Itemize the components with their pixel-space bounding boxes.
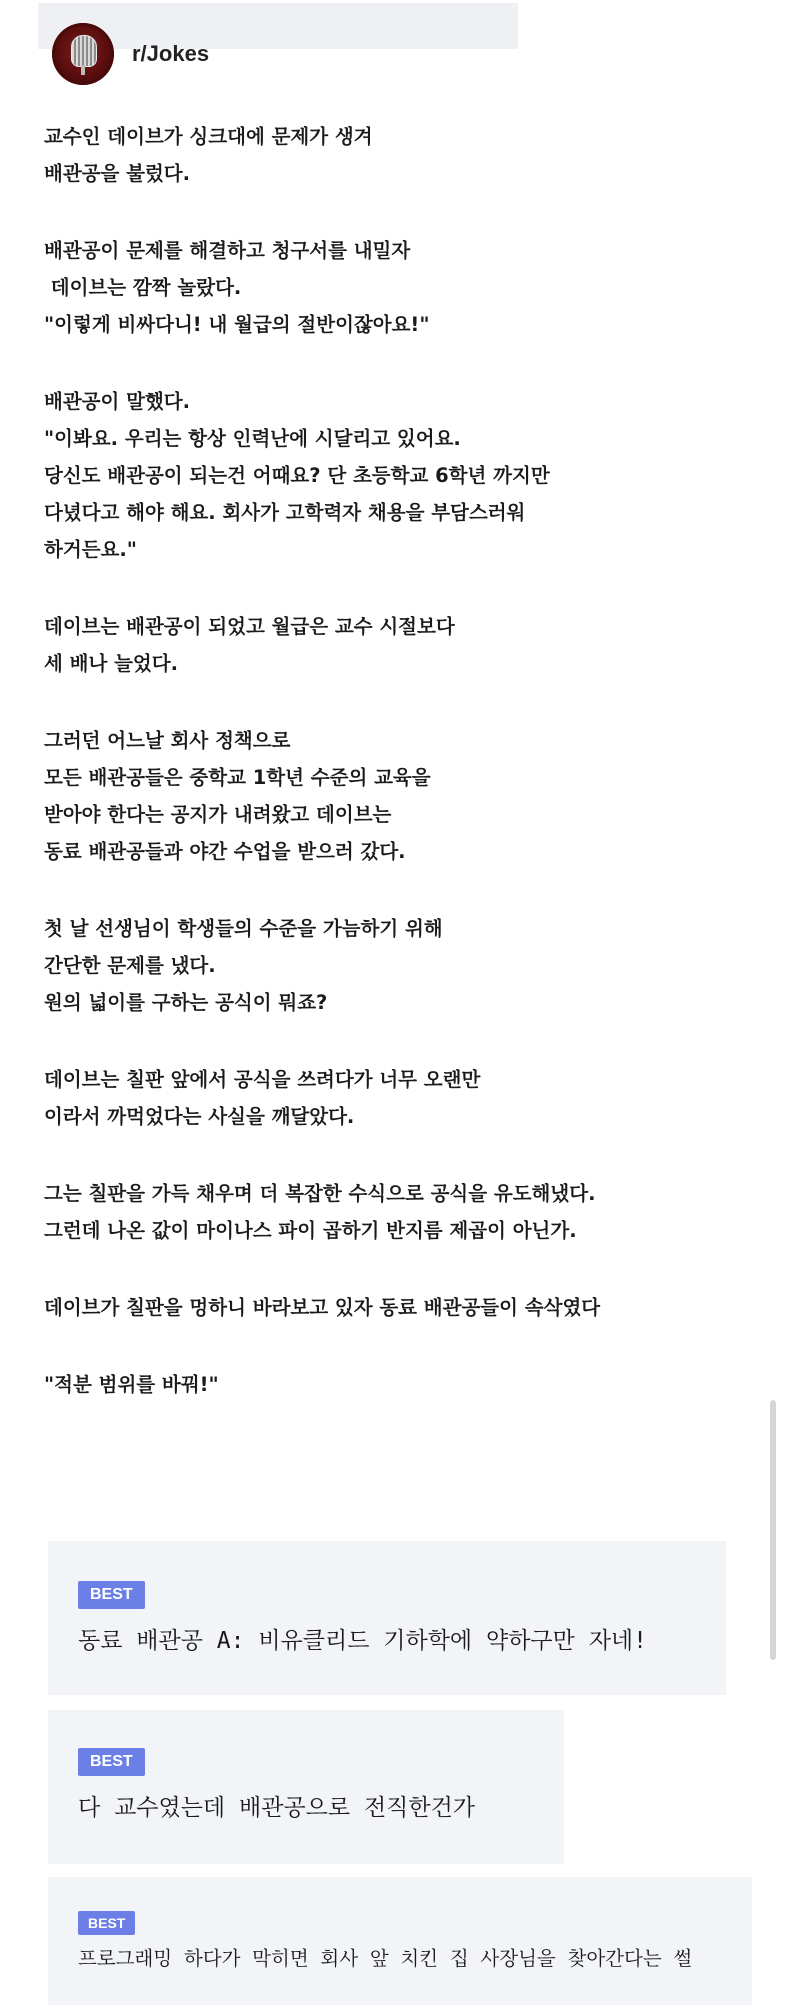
comment-text: 동료 배관공 A: 비유클리드 기하학에 약하구만 자네!	[78, 1628, 647, 1654]
post-line: 데이브는 칠판 앞에서 공식을 쓰려다가 너무 오랜만	[44, 1068, 481, 1091]
post-line: 데이브가 칠판을 멍하니 바라보고 있자 동료 배관공들이 속삭였다	[44, 1296, 601, 1319]
best-badge: BEST	[78, 1748, 145, 1776]
post-line: 배관공이 문제를 해결하고 청구서를 내밀자	[44, 239, 411, 262]
post-line: 배관공이 말했다.	[44, 390, 191, 413]
post-line: 첫 날 선생님이 학생들의 수준을 가늠하기 위해	[44, 917, 443, 940]
paragraph-gap	[44, 1326, 744, 1366]
best-badge: BEST	[78, 1581, 145, 1609]
comment-card	[48, 1710, 564, 1864]
microphone-avatar-icon[interactable]	[52, 23, 114, 85]
paragraph-gap	[44, 682, 744, 722]
post-line: 그런데 나온 값이 마이나스 파이 곱하기 반지름 제곱이 아닌가.	[44, 1219, 577, 1242]
microphone-head	[71, 35, 97, 67]
subreddit-header[interactable]	[52, 22, 209, 86]
post-line: 원의 넓이를 구하는 공식이 뭐죠?	[44, 991, 328, 1014]
post-body	[44, 118, 744, 1403]
paragraph-gap	[44, 1249, 744, 1289]
paragraph-gap	[44, 343, 744, 383]
post-line: 그는 칠판을 가득 채우며 더 복잡한 수식으로 공식을 유도해냈다.	[44, 1182, 596, 1205]
comment-card	[48, 1877, 752, 2005]
paragraph-gap	[44, 1021, 744, 1061]
post-line: 데이브는 배관공이 되었고 월급은 교수 시절보다	[44, 615, 455, 638]
comment-card	[48, 1541, 726, 1695]
post-line: "이렇게 비싸다니! 내 월급의 절반이잖아요!"	[44, 313, 430, 336]
paragraph-gap	[44, 870, 744, 910]
scrollbar[interactable]	[770, 1400, 776, 1660]
subreddit-name[interactable]: r/Jokes	[132, 41, 210, 66]
post-line: 세 배나 늘었다.	[44, 652, 179, 675]
post-line: 하거든요."	[44, 538, 137, 561]
post-line: 다녔다고 해야 해요. 회사가 고학력자 채용을 부담스러워	[44, 501, 526, 524]
post-line: 간단한 문제를 냈다.	[44, 954, 216, 977]
post-line: 데이브는 깜짝 놀랐다.	[44, 276, 242, 299]
best-badge: BEST	[78, 1911, 135, 1935]
post-line: 교수인 데이브가 싱크대에 문제가 생겨	[44, 125, 373, 148]
post-line: 동료 배관공들과 야간 수업을 받으러 갔다.	[44, 840, 406, 863]
comment-text: 프로그래밍 하다가 막히면 회사 앞 치킨 집 사장님을 찾아간다는 썰	[78, 1947, 693, 1970]
post-line: "이봐요. 우리는 항상 인력난에 시달리고 있어요.	[44, 427, 461, 450]
post-line: 배관공을 불렀다.	[44, 162, 191, 185]
post-line: 모든 배관공들은 중학교 1학년 수준의 교육을	[44, 766, 431, 789]
post-line: "적분 범위를 바꿔!"	[44, 1373, 219, 1396]
post-line: 그러던 어느날 회사 정책으로	[44, 729, 291, 752]
comment-text: 다 교수였는데 배관공으로 전직한건가	[78, 1795, 476, 1821]
post-line: 이라서 까먹었다는 사실을 깨달았다.	[44, 1105, 355, 1128]
paragraph-gap	[44, 1135, 744, 1175]
microphone-stand	[81, 65, 85, 75]
post-line: 받아야 한다는 공지가 내려왔고 데이브는	[44, 803, 392, 826]
paragraph-gap	[44, 568, 744, 608]
post-line: 당신도 배관공이 되는건 어때요? 단 초등학교 6학년 까지만	[44, 464, 550, 487]
paragraph-gap	[44, 192, 744, 232]
